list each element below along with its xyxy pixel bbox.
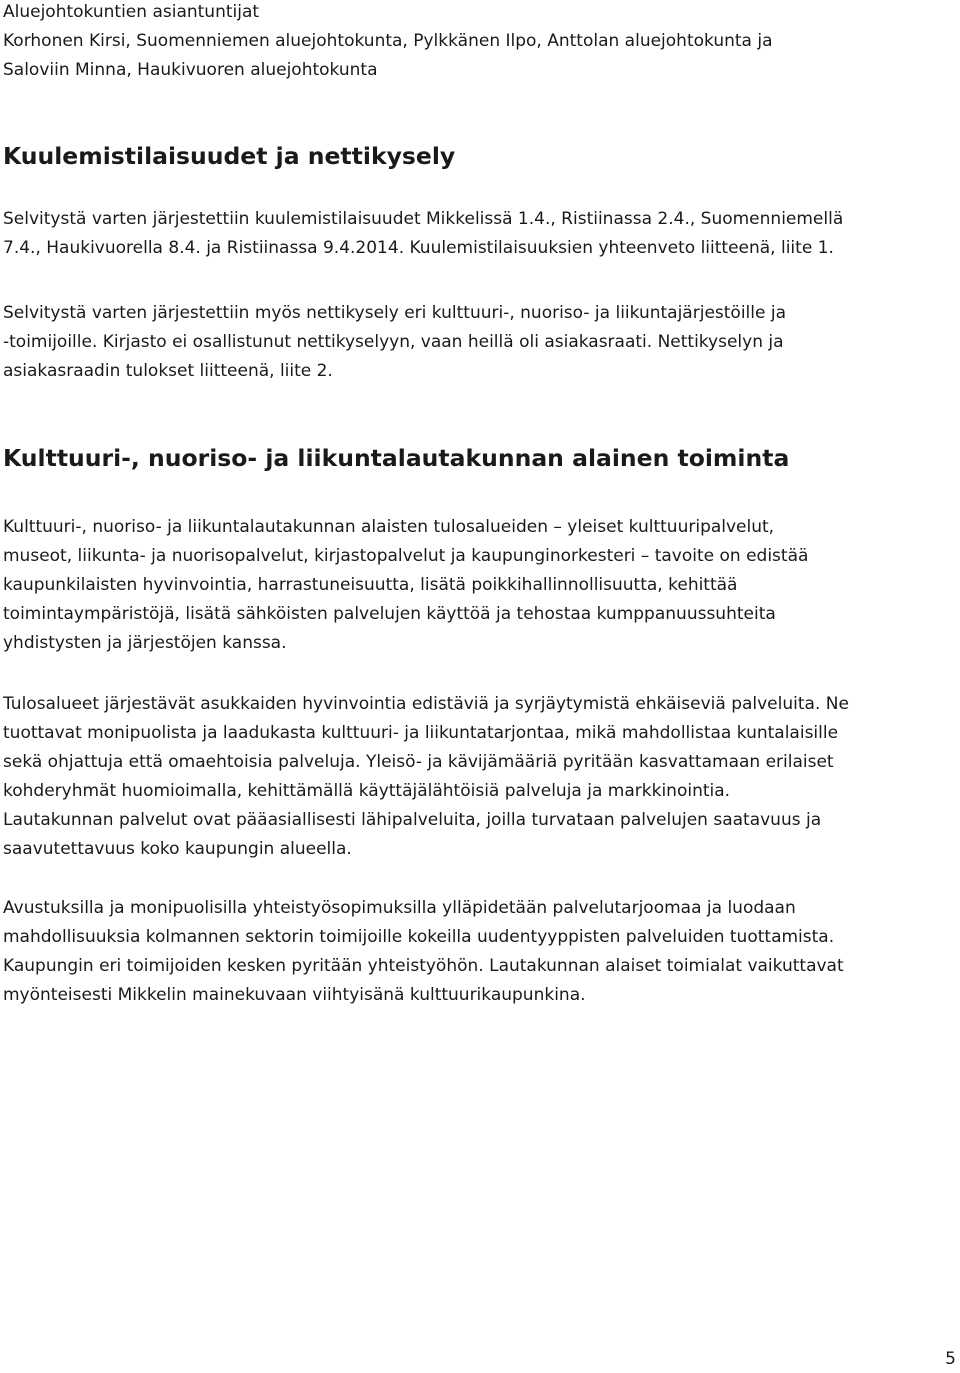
paragraph-line: -toimijoille. Kirjasto ei osallistunut nettikyselyyn, vaan heillä oli asiakasraati. Nettikyselyn ja bbox=[3, 332, 784, 352]
paragraph-line: saavutettavuus koko kaupungin alueella. bbox=[3, 839, 352, 859]
paragraph-line: Avustuksilla ja monipuolisilla yhteistyösopimuksilla ylläpidetään palvelutarjoomaa ja luodaan bbox=[3, 898, 796, 918]
paragraph-line: Kaupungin eri toimijoiden kesken pyritään yhteistyöhön. Lautakunnan alaiset toimialat vaikuttavat bbox=[3, 956, 844, 976]
experts-title: Aluejohtokuntien asiantuntijat bbox=[3, 2, 260, 22]
paragraph-line: kohderyhmät huomioimalla, kehittämällä käyttäjälähtöisiä palveluja ja markkinointia. bbox=[3, 781, 731, 801]
paragraph-line: mahdollisuuksia kolmannen sektorin toimijoille kokeilla uudentyyppisten palveluiden tuottamista. bbox=[3, 927, 835, 947]
experts-block bbox=[3, 0, 953, 85]
paragraph-line: museot, liikunta- ja nuorisopalvelut, kirjastopalvelut ja kaupunginorkesteri – tavoite on edistää bbox=[3, 546, 809, 566]
paragraph-line: 7.4., Haukivuorella 8.4. ja Ristiinassa 9.4.2014. Kuulemistilaisuuksien yhteenveto liitteenä, liite 1. bbox=[3, 238, 834, 258]
paragraph-line: sekä ohjattuja että omaehtoisia palveluja. Yleisö- ja kävijämääriä pyritään kasvattamaan erilaiset bbox=[3, 752, 834, 772]
paragraph-line: kaupunkilaisten hyvinvointia, harrastuneisuutta, lisätä poikkihallinnollisuutta, kehittää bbox=[3, 575, 738, 595]
paragraph-line: myönteisesti Mikkelin mainekuvaan viihtyisänä kulttuurikaupunkina. bbox=[3, 985, 586, 1005]
paragraph bbox=[3, 205, 953, 263]
paragraph-line: toimintaympäristöjä, lisätä sähköisten palvelujen käyttöä ja tehostaa kumppanuussuhteita bbox=[3, 604, 776, 624]
paragraph bbox=[3, 690, 953, 864]
section-heading-activities: Kulttuuri-, nuoriso- ja liikuntalautakunnan alainen toiminta bbox=[3, 444, 790, 472]
page-number: 5 bbox=[945, 1349, 956, 1369]
section-heading-hearings: Kuulemistilaisuudet ja nettikysely bbox=[3, 142, 456, 170]
paragraph-line: Selvitystä varten järjestettiin kuulemistilaisuudet Mikkelissä 1.4., Ristiinassa 2.4., Suomenniemellä bbox=[3, 209, 844, 229]
paragraph-line: tuottavat monipuolista ja laadukasta kulttuuri- ja liikuntatarjontaa, mikä mahdollistaa kuntalaisille bbox=[3, 723, 839, 743]
paragraph-line: Lautakunnan palvelut ovat pääasiallisesti lähipalveluita, joilla turvataan palvelujen saatavuus ja bbox=[3, 810, 822, 830]
paragraph-line: Kulttuuri-, nuoriso- ja liikuntalautakunnan alaisten tulosalueiden – yleiset kulttuuripalvelut, bbox=[3, 517, 775, 537]
experts-line: Saloviin Minna, Haukivuoren aluejohtokunta bbox=[3, 60, 378, 80]
paragraph-line: yhdistysten ja järjestöjen kanssa. bbox=[3, 633, 287, 653]
paragraph bbox=[3, 513, 953, 658]
experts-line: Korhonen Kirsi, Suomenniemen aluejohtokunta, Pylkkänen Ilpo, Anttolan aluejohtokunta ja bbox=[3, 31, 773, 51]
paragraph-line: Tulosalueet järjestävät asukkaiden hyvinvointia edistäviä ja syrjäytymistä ehkäiseviä palveluita. Ne bbox=[3, 694, 849, 714]
paragraph-line: asiakasraadin tulokset liitteenä, liite 2. bbox=[3, 361, 333, 381]
paragraph-line: Selvitystä varten järjestettiin myös nettikysely eri kulttuuri-, nuoriso- ja liikuntajärjestöille ja bbox=[3, 303, 786, 323]
paragraph bbox=[3, 299, 953, 386]
paragraph bbox=[3, 894, 953, 1010]
